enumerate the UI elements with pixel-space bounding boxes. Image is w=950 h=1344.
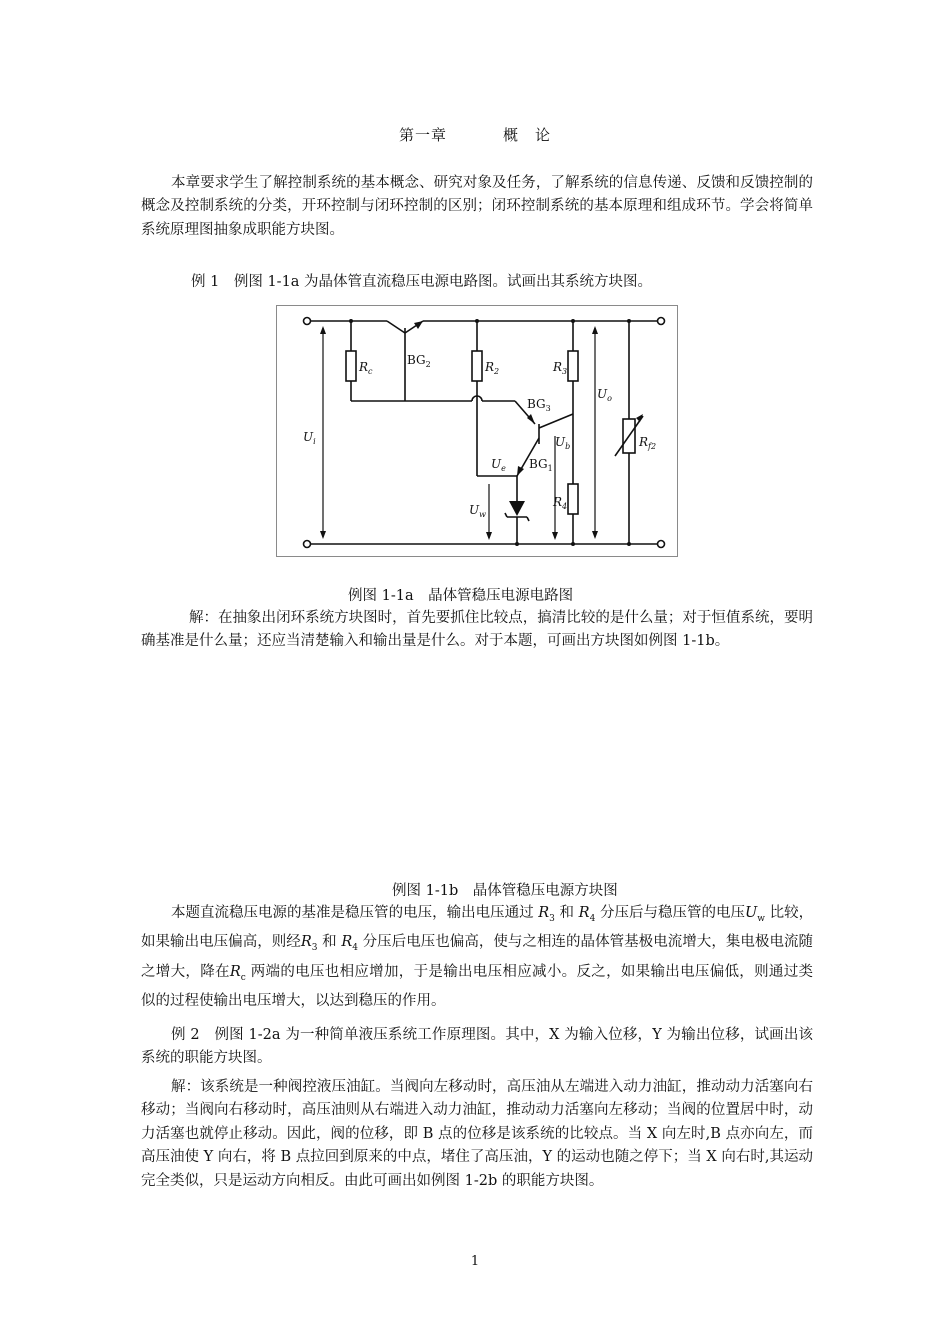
label-uw: $U_w$ [469, 503, 486, 519]
label-bg3: $BG_3$ [527, 397, 551, 413]
figure-caption-1-1b: 例图 1-1b 晶体管稳压电源方块图 [392, 883, 618, 899]
chapter-number: 第一章 [398, 126, 447, 144]
label-rf: $R_{f2}$ [639, 435, 657, 451]
example2-solution: 解：该系统是一种阀控液压油缸。当阀向左移动时，高压油从左端进入动力油缸，推动动力活塞向右移动；当阀向右移动时，高压油则从右端进入动力油缸，推动动力活塞向左移动；当阀的位置居中时，动力活塞也就停止移动。因此，阀的位移，即 B 点的位移是该系统的比较点。当 X 向左时,B 点亦向左，而高压油使 Y 向右，将 B 点拉回到原来的中点，堵住了高压油，Y 的运动也随之停下；当 X 向右时,其运动完全类似，只是运动方向相反。由此可画出如例图 1-2b 的职能方块图。 [141, 1079, 813, 1189]
figure-caption-1-1a: 例图 1-1a 晶体管稳压电源电路图 [348, 588, 574, 604]
terminal-bottom-left [304, 541, 311, 548]
terminal-top-right [658, 318, 665, 325]
zener-diode [509, 501, 525, 516]
example1-prompt: 例 1 例图 1-1a 为晶体管直流稳压电源电路图。试画出其系统方块图。 [191, 274, 653, 290]
label-uo: $U_o$ [597, 387, 612, 403]
example2-prompt: 例 2 例图 1-2a 为一种简单液压系统工作原理图。其中，X 为输入位移，Y 为输出位移，试画出该系统的职能方块图。 [141, 1027, 813, 1067]
label-ui: $U_i$ [303, 430, 316, 446]
label-r4: $R_4$ [553, 495, 568, 511]
label-bg2: $BG_2$ [407, 353, 431, 369]
label-ue: $U_e$ [491, 457, 506, 473]
circuit-diagram [276, 305, 678, 557]
r3-resistor [568, 351, 578, 381]
rc-resistor [346, 351, 356, 381]
label-ub: $U_b$ [555, 435, 571, 451]
label-r3: $R_3$ [553, 360, 568, 376]
terminal-top-left [304, 318, 311, 325]
label-r2: $R_2$ [485, 360, 500, 376]
page-number: 1 [470, 1254, 480, 1269]
r4-resistor [568, 484, 578, 514]
label-rc: $R_c$ [359, 360, 373, 376]
chapter-name: 概 论 [503, 126, 552, 144]
terminal-bottom-right [658, 541, 665, 548]
intro-paragraph: 本章要求学生了解控制系统的基本概念、研究对象及任务，了解系统的信息传递、反馈和反馈控制的概念及控制系统的分类，开环控制与闭环控制的区别；闭环控制系统的基本原理和组成环节。学会将简单系统原理图抽象成职能方块图。 [141, 175, 813, 238]
example1-explanation: 本题直流稳压电源的基准是稳压管的电压，输出电压通过 $R_3$ 和 $R_4$ 分压后与稳压管的电压$U_w$ 比较，如果输出电压偏高，则经$R_3$ 和 $R_4$ 分压后电压也偏高，使与之相连的晶体管基极电流增大，集电极电流随之增大，降在$R_c$ 两端的电压也相应增加，于是输出电压相应减小。反之，如果输出电压偏低，则通过类似的过程使输出电压增大，以达到稳压的作用。 [141, 905, 814, 1009]
r2-resistor [472, 351, 482, 381]
chapter-title [0, 124, 950, 145]
label-bg1: $BG_1$ [529, 457, 553, 473]
example1-solution: 解：在抽象出闭环系统方块图时，首先要抓住比较点，搞清比较的是什么量；对于恒值系统，要明确基准是什么量；还应当清楚输入和输出量是什么。对于本题，可画出方块图如例图 1-1b。 [141, 610, 813, 650]
